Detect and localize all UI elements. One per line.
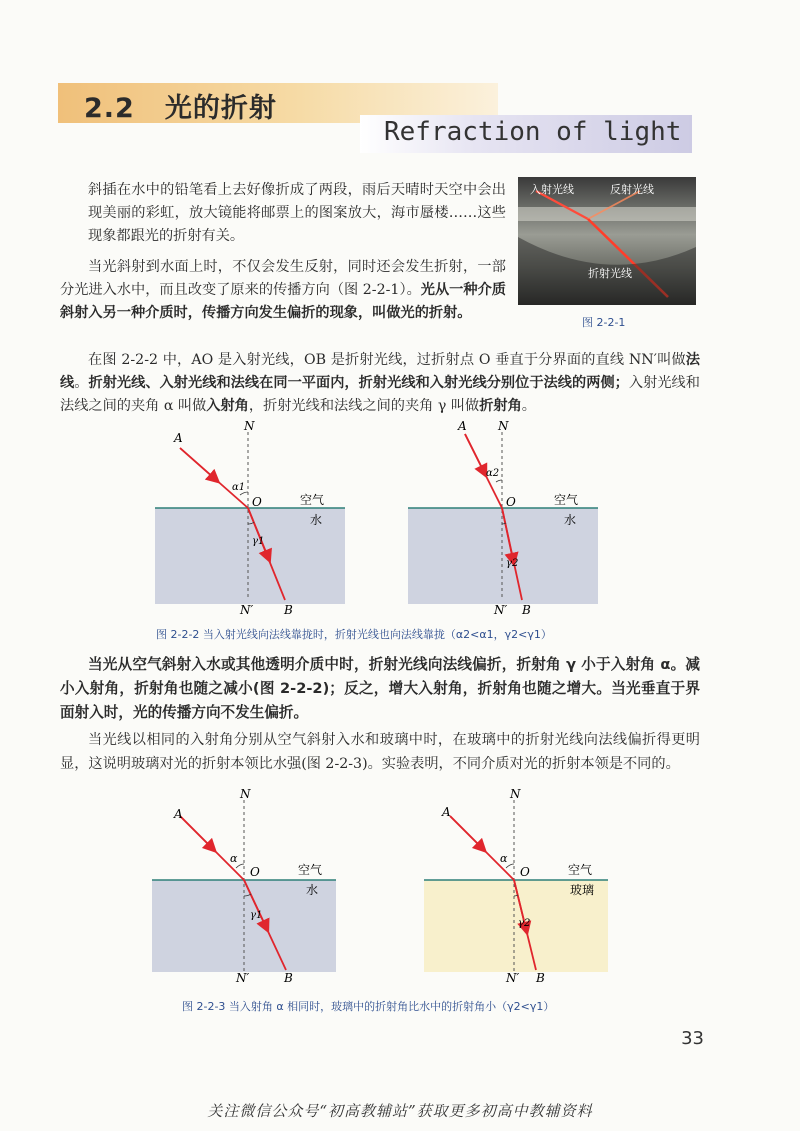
label-air: 空气 bbox=[300, 493, 325, 507]
label-N: N bbox=[244, 420, 255, 433]
label-A: A bbox=[458, 420, 467, 433]
label-A: A bbox=[174, 431, 183, 445]
figure-2-2-1-caption: 图 2-2-1 bbox=[582, 316, 626, 329]
section-heading bbox=[84, 86, 277, 125]
label-B: B bbox=[284, 971, 293, 985]
paragraph-5: 当光线以相同的入射角分别从空气斜射入水和玻璃中时，在玻璃中的折射光线向法线偏折得更明显，这说明玻璃对光的折射本领比水强(图 2-2-3)。实验表明，不同介质对光的折射本领是不同的。 bbox=[60, 732, 700, 772]
label-B: B bbox=[536, 971, 545, 985]
label-O: O bbox=[250, 865, 260, 879]
label-water: 水 bbox=[310, 513, 323, 527]
pencil-in-water-photo bbox=[518, 177, 696, 305]
label-O: O bbox=[252, 495, 262, 509]
label-gamma: γ1 bbox=[250, 910, 263, 921]
label-gamma: γ2 bbox=[518, 918, 531, 929]
incident-label: 入射光线 bbox=[530, 183, 574, 196]
incident-arrow bbox=[450, 816, 482, 848]
label-alpha: α bbox=[230, 852, 238, 865]
label-N-prime: N′ bbox=[506, 971, 520, 985]
paragraph-2: 当光斜射到水面上时，不仅会发生反射，同时还会发生折射，一部分光进入水中，而且改变了原来的传播方向（图 2-2-1）。光从一种介质斜射入另一种介质时，传播方向发生偏折的现象，叫做光的折射。 bbox=[60, 259, 506, 321]
paragraph-1: 斜插在水中的铅笔看上去好像折成了两段，雨后天晴时天空中会出现美丽的彩虹，放大镜能将邮票上的图案放大，海市蜃楼……这些现象都跟光的折射有关。 bbox=[88, 182, 506, 244]
label-O: O bbox=[506, 495, 516, 509]
label-O: O bbox=[520, 865, 530, 879]
label-gamma: γ1 bbox=[252, 536, 265, 547]
paragraph-4: 当光从空气斜射入水或其他透明介质中时，折射光线向法线偏折，折射角 γ 小于入射角 α。减小入射角，折射角也随之减小(图 2-2-2)；反之，增大入射角，折射角也随之增大。当光垂直于界面射入时，光的传播方向不发生偏折。 bbox=[60, 656, 700, 721]
label-gamma: γ2 bbox=[506, 558, 519, 569]
incident-arrow bbox=[465, 434, 484, 472]
paragraph-3: 在图 2-2-2 中，AO 是入射光线，OB 是折射光线，过折射点 O 垂直于分界面的直线 NN′叫做法线。折射光线、入射光线和法线在同一平面内，折射光线和入射光线分别位于法线的两侧；入射光线和法线之间的夹角 α 叫做入射角，折射光线和法线之间的夹角 γ 叫做折射角。 bbox=[60, 352, 700, 414]
figure-2-2-2 bbox=[140, 420, 620, 620]
label-A: A bbox=[442, 805, 451, 819]
page-number: 33 bbox=[681, 1028, 704, 1049]
figure-2-2-2-caption: 图 2-2-2 当入射光线向法线靠拢时，折射光线也向法线靠拢（α2<α1，γ2<γ1） bbox=[156, 628, 552, 641]
label-B: B bbox=[522, 603, 531, 617]
label-alpha: α bbox=[500, 852, 508, 865]
label-N: N bbox=[498, 420, 509, 433]
label-N-prime: N′ bbox=[240, 603, 254, 617]
incident-arrow bbox=[180, 448, 215, 479]
label-air: 空气 bbox=[298, 863, 323, 877]
label-alpha: α1 bbox=[232, 482, 246, 493]
refracted-label: 折射光线 bbox=[588, 267, 632, 280]
label-N: N bbox=[510, 787, 521, 801]
footer-note: 关注微信公众号“初高教辅站”获取更多初高中教辅资料 bbox=[207, 1102, 593, 1120]
english-title: Refraction of light bbox=[384, 117, 682, 147]
section-number: 2.2 bbox=[84, 93, 135, 124]
label-A: A bbox=[174, 807, 183, 821]
label-air: 空气 bbox=[554, 493, 579, 507]
label-N: N bbox=[240, 787, 251, 801]
label-air: 空气 bbox=[568, 863, 593, 877]
label-B: B bbox=[284, 603, 293, 617]
incident-arrow bbox=[180, 816, 212, 848]
figure-2-2-3 bbox=[140, 786, 620, 986]
label-N-prime: N′ bbox=[236, 971, 250, 985]
label-water: 水 bbox=[306, 883, 319, 897]
label-N-prime: N′ bbox=[494, 603, 508, 617]
label-alpha: α2 bbox=[486, 468, 500, 479]
alpha-arc bbox=[496, 480, 502, 482]
label-glass: 玻璃 bbox=[570, 883, 595, 897]
label-water: 水 bbox=[564, 513, 577, 527]
section-title: 光的折射 bbox=[164, 93, 277, 124]
reflected-label: 反射光线 bbox=[610, 183, 654, 196]
figure-2-2-3-caption: 图 2-2-3 当入射角 α 相同时，玻璃中的折射角比水中的折射角小（γ2<γ1） bbox=[182, 1000, 555, 1013]
